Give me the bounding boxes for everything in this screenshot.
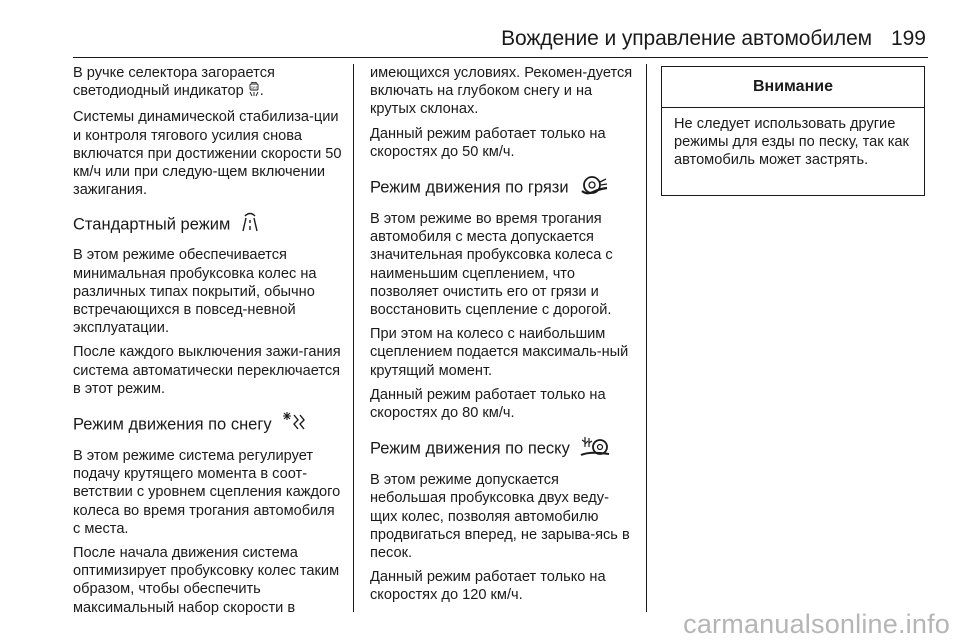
heading-text: Режим движения по песку	[370, 439, 570, 458]
heading-text: Режим движения по снегу	[73, 415, 272, 434]
page-number: 199	[890, 27, 926, 50]
standard-mode-road-icon	[241, 212, 259, 238]
mud-mode-icon	[579, 174, 609, 202]
warning-text: Не следует использовать другие режимы для езды по песку, так как автомобиль может застрять.	[674, 116, 909, 169]
section-heading-standard	[73, 212, 345, 238]
paragraph: После начала движения система оптимизирует пробуксовку колес таким образом, чтобы обеспечить максимальный набор скорости в	[73, 545, 340, 616]
warning-box	[661, 66, 925, 196]
paragraph: В этом режиме система регулирует подачу крутящего момента в соот-ветствии с уровнем сцепления каждого колеса во время трогания автомобиля с места.	[73, 448, 341, 537]
column-divider-1	[353, 64, 354, 612]
paragraph: В этом режиме обеспечивается минимальная пробуксовка колес на различных типах покрытий, обычно встречающихся в повсед-невной эксплуатации.	[73, 247, 317, 337]
paragraph-text-end: .	[259, 83, 264, 100]
paragraph: Данный режим работает только на скоростях до 50 км/ч.	[370, 125, 606, 160]
paragraph: В этом режиме допускается небольшая пробуксовка двух веду-щих колес, позволяя автомобилю продвигаться вперед, не зарыва-ясь в песок.	[370, 472, 630, 562]
traction-off-indicator-icon	[248, 82, 260, 102]
page-header	[0, 0, 960, 60]
column-left	[73, 64, 345, 623]
section-heading-mud	[370, 174, 635, 202]
paragraph: В этом режиме во время трогания автомобиля с места допускается значительная пробуксовка колеса с наименьшим сцеплением, что позволяет очистить его от грязи и восстановить сцепление с дорогой.	[370, 211, 613, 319]
section-heading-sand	[370, 435, 635, 463]
heading-text: Режим движения по грязи	[370, 178, 569, 197]
snow-mode-icon	[282, 411, 306, 439]
page-title: Вождение и управление автомобилем	[501, 27, 872, 50]
paragraph: Данный режим работает только на скоростях до 80 км/ч.	[370, 386, 606, 422]
heading-text: Стандартный режим	[73, 215, 231, 234]
paragraph: Данный режим работает только на скоростях до 120 км/ч.	[370, 569, 606, 604]
header-divider	[73, 57, 928, 58]
column-divider-2	[646, 64, 647, 612]
paragraph	[73, 64, 345, 102]
paragraph: имеющихся условиях. Рекомен-дуется включать на глубоком снегу и на крутых склонах.	[370, 65, 633, 118]
paragraph: Системы динамической стабилиза-ции и контроля тягового усилия снова включатся при достижении скорости 50 км/ч или при следую-щем включении зажигания.	[73, 109, 342, 199]
paragraph: При этом на колесо с наибольшим сцеплением подается максималь-ный крутящий момент.	[370, 326, 629, 379]
sand-mode-icon	[580, 435, 610, 463]
paragraph-text: В ручке селектора загорается светодиодный индикатор	[73, 65, 275, 100]
paragraph: После каждого выключения зажи-гания система автоматически переключается в этот режим.	[73, 344, 341, 397]
section-heading-snow	[73, 411, 345, 439]
column-middle	[370, 64, 635, 611]
watermark: carmanualsonline.info	[683, 609, 950, 639]
svg-text:OFF: OFF	[250, 86, 258, 91]
warning-title: Внимание	[662, 67, 924, 108]
